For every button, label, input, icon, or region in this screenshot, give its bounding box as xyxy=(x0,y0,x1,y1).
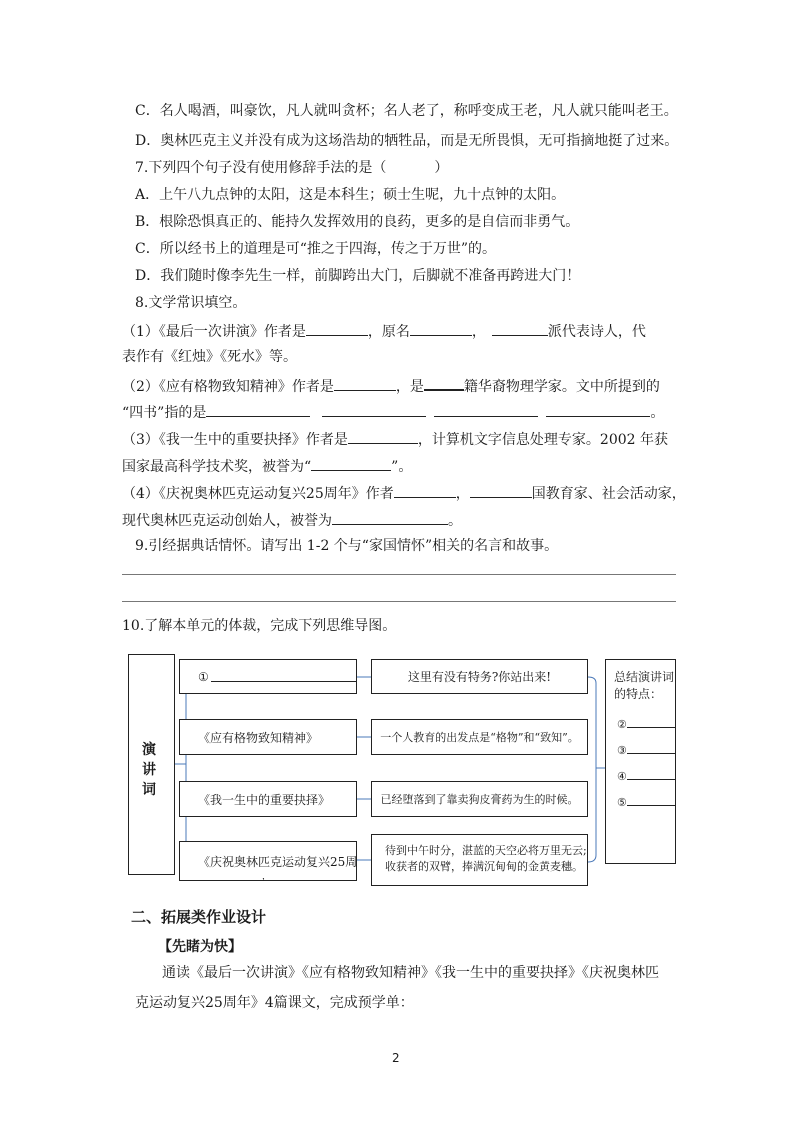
mindmap-right-box-4-line-1: 待到中午时分，湛蓝的天空必将万里无云; xyxy=(385,844,587,857)
q10-stem: 10.了解本单元的体裁，完成下列思维导图。 xyxy=(122,618,397,634)
section-2-paragraph-line-1: 通读《最后一次讲演》《应有格物致知精神》《我一生中的重要抉择》《庆祝奥林匹 xyxy=(162,965,659,981)
summary-blank-2[interactable] xyxy=(627,716,675,728)
q7-option-d: D．我们随时像李先生一样，前脚跨出大门，后脚就不准备再跨进大门！ xyxy=(135,268,581,284)
mindmap-right-box-1: 这里有没有特务?你站出来! xyxy=(371,659,588,694)
q8-item-4-text-d: 现代奥林匹克运动创始人，被誉为 xyxy=(122,513,332,529)
summary-item-4 xyxy=(617,768,675,783)
mindmap-left-box-1[interactable] xyxy=(179,659,357,694)
q7-stem-text: 7.下列四个句子没有使用修辞手法的是（ xyxy=(135,160,387,176)
q6-option-d: D．奥林匹克主义并没有成为这场浩劫的牺牲品，而是无所畏惧，无可指摘地挺了过来。 xyxy=(135,133,679,149)
q8-item-3-text-a: （3）《我一生中的重要抉择》作者是 xyxy=(122,432,348,448)
q8-item-4-text-b: ， xyxy=(455,486,470,502)
q8-item-4-text-e: 。 xyxy=(448,513,462,529)
summary-item-5-label: ⑤ xyxy=(617,796,627,809)
summary-item-3 xyxy=(617,742,675,757)
summary-blank-3[interactable] xyxy=(627,742,675,754)
mindmap-right-box-4-line-2: 收获者的双臂，捧满沉甸甸的金黄麦穗。 xyxy=(385,860,583,873)
q8-item-2-text-a: （2）《应有格物致知精神》作者是 xyxy=(122,379,334,395)
q6-option-c: C．名人喝酒，叫豪饮，凡人就叫贪杯；名人老了，称呼变成王老，凡人就只能叫老王。 xyxy=(135,103,678,119)
page-number: 2 xyxy=(392,1051,400,1065)
q9-stem: 9.引经据典话情怀。请写出 1-2 个与“家国情怀”相关的名言和故事。 xyxy=(135,538,559,554)
mindmap-left-box-2: 《应有格物致知精神》 xyxy=(179,719,357,755)
summary-item-2-label: ② xyxy=(617,718,627,731)
q7-option-b: B．根除恐惧真正的、能持久发挥效用的良药，更多的是自信而非勇气。 xyxy=(135,214,580,230)
q7-option-a: A．上午八九点钟的太阳，这是本科生；硕士生呢，九十点钟的太阳。 xyxy=(135,187,566,203)
summary-item-3-label: ③ xyxy=(617,744,627,757)
q8-item-1-text-a: （1）《最后一次讲演》作者是 xyxy=(122,324,306,340)
q8-item-3-text-b: ，计算机文字信息处理专家。2002 年获 xyxy=(417,432,668,448)
summary-blank-4[interactable] xyxy=(627,768,675,780)
q7-option-c: C．所以经书上的道理是可“推之于四海，传之于万世”的。 xyxy=(135,241,497,257)
summary-item-4-label: ④ xyxy=(617,770,627,783)
summary-item-5 xyxy=(617,794,675,809)
mindmap-left-box-1-label: ① xyxy=(198,669,209,684)
summary-item-2 xyxy=(617,716,675,731)
q8-item-1-cont: 表作有《红烛》《死水》等。 xyxy=(122,349,297,365)
mindmap-left-box-4-tail: ， xyxy=(262,872,272,882)
q8-item-3-text-d: ”。 xyxy=(391,459,413,475)
mindmap-left-box-4 xyxy=(179,841,357,881)
mindmap-left-box-3: 《我一生中的重要抉择》 xyxy=(179,781,357,817)
q8-item-2-text-e: 。 xyxy=(650,405,665,421)
q8-item-1-text-b: ，原名 xyxy=(367,324,410,340)
q8-item-1-text-d: 派代表诗人，代 xyxy=(547,324,646,340)
q8-item-2-text-b: ，是 xyxy=(395,379,424,395)
mindmap-left-box-4-label: 《庆祝奥林匹克运动复兴25周 xyxy=(198,855,358,869)
summary-blank-5[interactable] xyxy=(627,794,675,806)
mindmap-summary-title: 总结演讲词的特点： xyxy=(614,670,675,701)
q8-item-4-text-c: 国教育家、社会活动家， xyxy=(531,486,686,502)
mindmap-right-box-3: 已经堕落到了靠卖狗皮膏药为生的时候。 xyxy=(371,781,588,817)
mindmap-right-box-2: 一个人教育的出发点是“格物”和“致知”。 xyxy=(371,719,588,755)
q7-stem-end: ） xyxy=(434,160,449,176)
section-2-heading: 二、拓展类作业设计 xyxy=(131,908,267,926)
section-2-paragraph-line-2: 克运动复兴25周年》4篇课文，完成预学单： xyxy=(135,995,414,1011)
q8-item-2-text-d: “四书”指的是 xyxy=(122,405,207,421)
mindmap-center-title: 演讲词 xyxy=(142,742,156,798)
mindmap-right-box-4 xyxy=(371,834,588,886)
q8-stem: 8.文学常识填空。 xyxy=(135,295,247,311)
section-2-subheading: 【先睹为快】 xyxy=(158,939,242,955)
q8-item-3-text-c: 国家最高科学技术奖，被誉为“ xyxy=(122,459,312,475)
q8-item-4-text-a: （4）《庆祝奥林匹克运动复兴25周年》作者 xyxy=(122,486,394,502)
mindmap-blank-1[interactable] xyxy=(211,671,356,682)
q8-item-2-text-c: 籍华裔物理学家。文中所提到的 xyxy=(463,379,660,395)
q8-item-1-text-c: ， xyxy=(471,324,486,340)
